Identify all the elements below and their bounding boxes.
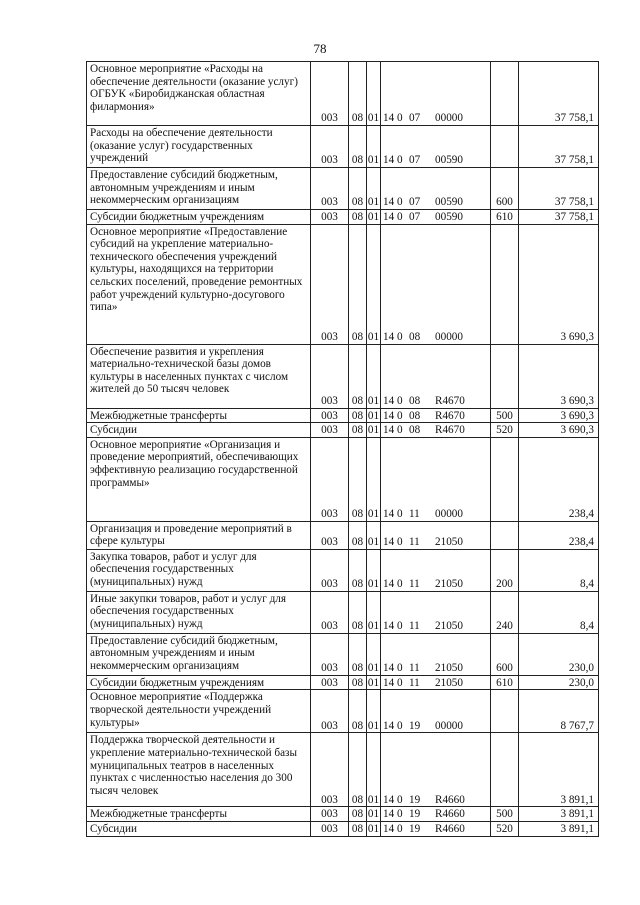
row-subsection-code: 01: [367, 676, 380, 689]
row-subsection-code: 01: [367, 521, 381, 549]
target-article-part: 21050: [435, 578, 463, 591]
row-section-code: 08: [349, 210, 367, 225]
row-ved-code: 003: [311, 437, 349, 521]
target-article-part: 0: [397, 719, 403, 732]
row-section-code: 08: [349, 224, 367, 344]
row-section-code: 08: [349, 549, 367, 591]
budget-table: [86, 61, 599, 837]
row-target-article: [381, 821, 491, 836]
target-article-part: 14: [383, 822, 395, 835]
row-name: Основное мероприятие «Поддержка творческой деятельности учреждений культуры»: [87, 690, 311, 733]
row-section-code: 08: [349, 408, 367, 423]
table-row: [87, 344, 599, 408]
target-article-part: 0: [397, 409, 403, 422]
row-section-code: 08: [349, 168, 367, 210]
row-target-article: [381, 168, 491, 210]
row-target-article: [381, 210, 491, 225]
target-article-part: 14: [383, 578, 395, 591]
target-article-part: 00000: [435, 719, 463, 732]
row-name: Организация и проведение мероприятий в сфере культуры: [87, 521, 311, 549]
target-article-part: 14: [383, 676, 395, 689]
row-subsection-code: 01: [367, 168, 381, 210]
target-article-part: 11: [409, 662, 420, 675]
table-row: [87, 807, 599, 822]
row-subsection-code: 01: [367, 437, 381, 521]
row-name: Субсидии: [87, 821, 311, 836]
target-article-part: 11: [409, 508, 420, 521]
row-name: Субсидии бюджетным учреждениям: [87, 210, 311, 225]
row-ved-code: 003: [311, 344, 349, 408]
row-ved-code: 003: [311, 807, 349, 822]
row-section-code: 08: [349, 423, 367, 438]
row-subsection-code: 01: [367, 808, 380, 821]
target-article-part: 19: [409, 808, 421, 821]
target-article-part: R4660: [435, 808, 465, 821]
row-name: Расходы на обеспечение деятельности (оказание услуг) государственных учреждений: [87, 126, 311, 168]
row-name: Закупка товаров, работ и услуг для обеспечения государственных (муниципальных) нужд: [87, 549, 311, 591]
table-row: [87, 733, 599, 807]
target-article-part: 11: [409, 536, 420, 549]
table-row: [87, 126, 599, 168]
row-subsection-code: 01: [367, 62, 381, 126]
row-name: Субсидии бюджетным учреждениям: [87, 675, 311, 690]
row-name: Межбюджетные трансферты: [87, 408, 311, 423]
row-name: Предоставление субсидий бюджетным, автономным учреждениям и иным некоммерческим организациям: [87, 168, 311, 210]
row-expense-type: 520: [491, 821, 519, 836]
row-amount: 230,0: [519, 633, 599, 675]
target-article-part: 14: [383, 196, 395, 209]
row-name: Основное мероприятие «Предоставление субсидий на укрепление материально-технического обеспечения учреждений культуры, находящихся на территории сельских поселений, проведение ремонтных работ учреждений культурно-досугового типа»: [87, 224, 311, 344]
row-expense-type: 500: [491, 408, 519, 423]
row-ved-code: 003: [311, 126, 349, 168]
row-subsection-code: 01: [367, 633, 381, 675]
row-target-article: [381, 733, 491, 807]
target-article-part: 14: [383, 112, 395, 125]
row-section-code: 08: [349, 821, 367, 836]
table-row: [87, 62, 599, 126]
row-amount: 3 690,3: [519, 408, 599, 423]
row-expense-type: [491, 521, 519, 549]
target-article-part: 19: [409, 822, 421, 835]
target-article-part: 00590: [435, 211, 463, 223]
row-name: Основное мероприятие «Организация и проведение мероприятий, обеспечивающих эффективную реализацию государственной программы»: [87, 437, 311, 521]
table-row: [87, 591, 599, 633]
row-ved-code: 003: [311, 821, 349, 836]
target-article-part: 00000: [435, 112, 463, 125]
row-target-article: [381, 549, 491, 591]
row-expense-type: 610: [491, 210, 519, 225]
row-expense-type: 500: [491, 807, 519, 822]
target-article-part: 14: [383, 793, 395, 806]
row-expense-type: 600: [491, 168, 519, 210]
table-row: [87, 549, 599, 591]
row-expense-type: 610: [491, 675, 519, 690]
target-article-part: 21050: [435, 662, 463, 675]
row-ved-code: 003: [311, 521, 349, 549]
target-article-part: 0: [397, 822, 403, 835]
target-article-part: 11: [409, 676, 420, 689]
target-article-part: 0: [397, 395, 403, 407]
target-article-part: 0: [397, 508, 403, 521]
row-expense-type: 600: [491, 633, 519, 675]
row-ved-code: 003: [311, 408, 349, 423]
row-ved-code: 003: [311, 549, 349, 591]
target-article-part: 08: [409, 409, 421, 422]
row-subsection-code: 01: [367, 822, 380, 835]
target-article-part: 0: [397, 196, 403, 209]
target-article-part: 0: [397, 536, 403, 549]
row-name: Иные закупки товаров, работ и услуг для обеспечения государственных (муниципальных) нужд: [87, 591, 311, 633]
target-article-part: 0: [397, 211, 403, 223]
row-amount: 8 767,7: [519, 690, 599, 733]
target-article-part: 14: [383, 211, 395, 223]
target-article-part: 14: [383, 395, 395, 407]
target-article-part: 19: [409, 793, 421, 806]
page-number: 78: [313, 41, 327, 56]
row-ved-code: 003: [311, 675, 349, 690]
row-name: Основное мероприятие «Расходы на обеспечение деятельности (оказание услуг) ОГБУК «Биробиджанская областная филармония»: [87, 62, 311, 126]
row-subsection-code: 01: [367, 344, 381, 408]
target-article-part: 14: [383, 508, 395, 521]
table-row: [87, 821, 599, 836]
target-article-part: 11: [409, 620, 420, 633]
target-article-part: 07: [409, 154, 421, 167]
table-row: [87, 168, 599, 210]
row-expense-type: [491, 126, 519, 168]
row-amount: 37 758,1: [519, 126, 599, 168]
target-article-part: 00000: [435, 331, 463, 343]
target-article-part: 08: [409, 424, 421, 437]
target-article-part: R4660: [435, 822, 465, 835]
target-article-part: R4660: [435, 793, 465, 806]
row-section-code: 08: [349, 62, 367, 126]
row-section-code: 08: [349, 633, 367, 675]
target-article-part: 00000: [435, 508, 463, 521]
row-target-article: [381, 224, 491, 344]
table-row: [87, 408, 599, 423]
row-name: Межбюджетные трансферты: [87, 807, 311, 822]
row-section-code: 08: [349, 807, 367, 822]
row-name: Субсидии: [87, 423, 311, 438]
target-article-part: 14: [383, 719, 395, 732]
row-name: Предоставление субсидий бюджетным, автономным учреждениям и иным некоммерческим организациям: [87, 633, 311, 675]
row-amount: 238,4: [519, 437, 599, 521]
table-row: [87, 521, 599, 549]
table-row: [87, 675, 599, 690]
row-subsection-code: 01: [367, 126, 381, 168]
row-section-code: 08: [349, 733, 367, 807]
row-expense-type: [491, 437, 519, 521]
target-article-part: 0: [397, 424, 403, 437]
row-amount: 238,4: [519, 521, 599, 549]
target-article-part: 0: [397, 676, 403, 689]
table-row: [87, 423, 599, 438]
target-article-part: 19: [409, 719, 421, 732]
target-article-part: 14: [383, 808, 395, 821]
row-amount: 230,0: [519, 675, 599, 690]
target-article-part: 14: [383, 331, 395, 343]
row-section-code: 08: [349, 521, 367, 549]
target-article-part: 21050: [435, 536, 463, 549]
row-subsection-code: 01: [367, 690, 381, 733]
row-amount: 3 891,1: [519, 807, 599, 822]
row-target-article: [381, 521, 491, 549]
target-article-part: 08: [409, 395, 421, 407]
target-article-part: 0: [397, 112, 403, 125]
row-ved-code: 003: [311, 591, 349, 633]
row-expense-type: [491, 224, 519, 344]
row-section-code: 08: [349, 690, 367, 733]
row-target-article: [381, 591, 491, 633]
target-article-part: R4670: [435, 395, 465, 407]
row-section-code: 08: [349, 344, 367, 408]
target-article-part: 07: [409, 112, 421, 125]
row-target-article: [381, 344, 491, 408]
row-expense-type: [491, 62, 519, 126]
row-target-article: [381, 126, 491, 168]
target-article-part: 0: [397, 154, 403, 167]
target-article-part: 07: [409, 196, 421, 209]
row-amount: 3 690,3: [519, 423, 599, 438]
row-name: Поддержка творческой деятельности и укрепление материально-технической базы муниципальных театров в населенных пунктах с численностью населения до 300 тысяч человек: [87, 733, 311, 807]
row-ved-code: 003: [311, 633, 349, 675]
target-article-part: 0: [397, 578, 403, 591]
target-article-part: 14: [383, 662, 395, 675]
row-ved-code: 003: [311, 62, 349, 126]
row-section-code: 08: [349, 675, 367, 690]
row-expense-type: 240: [491, 591, 519, 633]
row-ved-code: 003: [311, 210, 349, 225]
row-section-code: 08: [349, 126, 367, 168]
row-expense-type: [491, 344, 519, 408]
row-amount: 37 758,1: [519, 168, 599, 210]
row-ved-code: 003: [311, 690, 349, 733]
target-article-part: 0: [397, 620, 403, 633]
target-article-part: 0: [397, 331, 403, 343]
row-subsection-code: 01: [367, 591, 381, 633]
row-amount: 3 891,1: [519, 821, 599, 836]
row-subsection-code: 01: [367, 549, 381, 591]
row-target-article: [381, 62, 491, 126]
table-row: [87, 437, 599, 521]
row-target-article: [381, 690, 491, 733]
target-article-part: R4670: [435, 409, 465, 422]
table-row: [87, 224, 599, 344]
row-amount: 3 891,1: [519, 733, 599, 807]
row-name: Обеспечение развития и укрепления материально-технической базы домов культуры в населенных пунктах с числом жителей до 50 тысяч человек: [87, 344, 311, 408]
row-expense-type: [491, 733, 519, 807]
row-target-article: [381, 807, 491, 822]
row-target-article: [381, 675, 491, 690]
target-article-part: 08: [409, 331, 421, 343]
row-subsection-code: 01: [367, 733, 381, 807]
row-expense-type: 200: [491, 549, 519, 591]
row-target-article: [381, 423, 491, 438]
target-article-part: 00590: [435, 196, 463, 209]
table-row: [87, 210, 599, 225]
row-amount: 3 690,3: [519, 224, 599, 344]
row-target-article: [381, 437, 491, 521]
row-section-code: 08: [349, 437, 367, 521]
target-article-part: 0: [397, 793, 403, 806]
row-amount: 8,4: [519, 591, 599, 633]
row-target-article: [381, 408, 491, 423]
row-subsection-code: 01: [367, 424, 380, 437]
row-amount: 3 690,3: [519, 344, 599, 408]
row-subsection-code: 01: [367, 409, 380, 422]
row-subsection-code: 01: [367, 211, 380, 223]
row-target-article: [381, 633, 491, 675]
row-expense-type: [491, 690, 519, 733]
row-subsection-code: 01: [367, 224, 381, 344]
target-article-part: 14: [383, 536, 395, 549]
row-ved-code: 003: [311, 423, 349, 438]
table-row: [87, 633, 599, 675]
row-ved-code: 003: [311, 733, 349, 807]
target-article-part: 21050: [435, 620, 463, 633]
target-article-part: 14: [383, 620, 395, 633]
target-article-part: 14: [383, 154, 395, 167]
row-amount: 37 758,1: [519, 62, 599, 126]
target-article-part: 07: [409, 211, 421, 223]
row-section-code: 08: [349, 591, 367, 633]
target-article-part: 0: [397, 662, 403, 675]
target-article-part: 14: [383, 424, 395, 437]
target-article-part: 21050: [435, 676, 463, 689]
target-article-part: 11: [409, 578, 420, 591]
row-ved-code: 003: [311, 224, 349, 344]
target-article-part: 00590: [435, 154, 463, 167]
row-amount: 37 758,1: [519, 210, 599, 225]
row-expense-type: 520: [491, 423, 519, 438]
target-article-part: 14: [383, 409, 395, 422]
row-amount: 8,4: [519, 549, 599, 591]
row-ved-code: 003: [311, 168, 349, 210]
table-row: [87, 690, 599, 733]
target-article-part: 0: [397, 808, 403, 821]
target-article-part: R4670: [435, 424, 465, 437]
